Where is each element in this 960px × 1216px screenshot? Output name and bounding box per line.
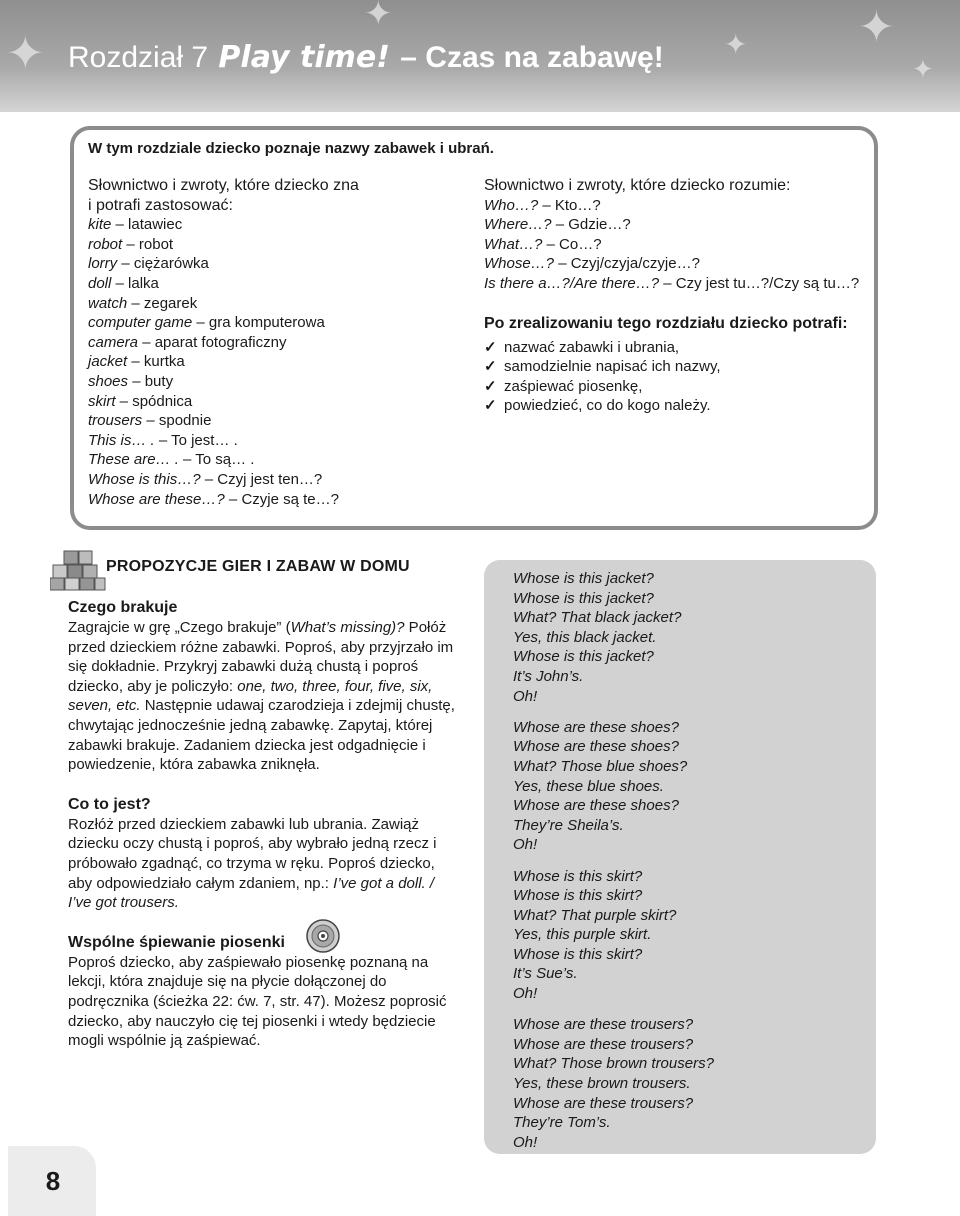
vocab-item — [88, 372, 448, 392]
vocab-item — [88, 215, 448, 235]
vocab-item — [88, 235, 448, 255]
passive-vocab-heading: Słownictwo i zwroty, które dziecko rozumie: — [484, 177, 791, 194]
vocab-english: kite — [88, 216, 112, 234]
dialogue-line: Whose is this jacket? — [513, 589, 654, 607]
vocab-english: camera — [88, 333, 139, 351]
outcome-item — [484, 377, 864, 397]
dialogue-verse — [513, 718, 714, 855]
vocab-separator: – — [117, 255, 134, 273]
vocab-polish: To są… . — [195, 451, 255, 469]
vocab-polish: Czyj/czyja/czyje…? — [570, 255, 700, 273]
vocab-item — [88, 333, 448, 353]
passive-vocabulary — [484, 176, 864, 294]
game-title: Czego brakuje — [68, 599, 178, 616]
vocab-english: Is there a…?/Are there…? — [484, 274, 660, 292]
game-title: Co to jest? — [68, 795, 151, 813]
vocab-polish: Czy jest tu…?/Czy są tu…? — [675, 274, 860, 292]
vocab-item — [88, 431, 448, 451]
vocab-item — [88, 274, 448, 294]
vocab-item — [88, 411, 448, 431]
vocab-english: robot — [88, 235, 123, 253]
passive-vocab-list — [484, 196, 864, 294]
dialogue-line: It’s Sue’s. — [513, 965, 578, 983]
title-polish: – Czas na zabawę! — [400, 41, 664, 74]
vocab-item — [88, 490, 448, 510]
toy-blocks-icon — [50, 549, 106, 591]
vocab-separator: – — [128, 372, 145, 390]
learning-outcomes — [484, 314, 864, 416]
vocab-separator: – — [138, 333, 155, 351]
dialogue-line: Whose is this skirt? — [513, 867, 643, 885]
games-list — [68, 598, 460, 1051]
vocab-separator: – — [111, 216, 129, 234]
vocab-polish: aparat fotograficzny — [154, 333, 287, 351]
vocab-polish: spódnica — [132, 392, 193, 410]
vocab-separator: – — [178, 451, 196, 469]
outcomes-list — [484, 338, 864, 416]
vocab-item — [88, 254, 448, 274]
vocab-english: lorry — [88, 255, 118, 273]
vocab-separator: – — [127, 353, 144, 371]
vocab-item — [484, 274, 864, 294]
dialogue-line: Whose are these trousers? — [513, 1035, 694, 1053]
dialogue-line: Yes, these brown trousers. — [513, 1075, 691, 1093]
vocab-polish: kurtka — [143, 353, 185, 371]
vocab-item — [88, 450, 448, 470]
vocab-english: Whose is this…? — [88, 470, 201, 488]
vocab-english: watch — [88, 294, 128, 312]
vocab-item — [484, 254, 864, 274]
intro-text: W tym rozdziale dziecko poznaje nazwy zabawek i ubrań. — [88, 140, 494, 157]
dialogue-line: They’re Tom’s. — [513, 1114, 611, 1132]
vocab-polish: Co…? — [559, 235, 602, 253]
outcome-text: zaśpiewać piosenkę, — [504, 377, 643, 395]
vocab-english: shoes — [88, 372, 129, 390]
dialogue-line: Oh! — [513, 1133, 538, 1151]
vocab-separator: – — [111, 274, 129, 292]
vocab-separator: – — [192, 314, 209, 332]
vocab-english: computer game — [88, 314, 193, 332]
vocab-polish: lalka — [128, 274, 159, 292]
active-vocab-heading: Słownictwo i zwroty, które dziecko zna i potrafi zastosować: — [88, 177, 359, 214]
vocab-item — [484, 196, 864, 216]
dialogue-line: Whose is this jacket? — [513, 570, 654, 587]
star-decoration-icon: ✦ — [364, 0, 393, 33]
game-description: Rozłóż przed dzieckiem zabawki lub ubrania. Zawiąż dziecku oczy chustą i poproś, aby wybrało jedną rzecz i próbowało zgadnąć, co trzyma w ręku. Poproś dziecko, aby odpowiedziało całym zdaniem, np.: I’ve got a doll. / I’ve got trousers. — [68, 815, 437, 912]
dialogue-verse — [513, 867, 714, 1004]
outcome-text: powiedzieć, co do kogo należy. — [504, 397, 711, 415]
dialogue-verse — [513, 1015, 714, 1152]
vocab-separator: – — [554, 255, 571, 273]
vocab-polish: Gdzie…? — [568, 216, 631, 234]
active-vocab-list — [88, 215, 448, 509]
checkmark-icon: ✓ — [484, 397, 497, 415]
dialogue-line: Whose is this jacket? — [513, 648, 654, 666]
outcome-text: samodzielnie napisać ich nazwy, — [504, 358, 721, 376]
vocab-english: Where…? — [484, 216, 552, 234]
dialogue-line: Yes, these blue shoes. — [513, 777, 664, 795]
vocab-english: doll — [88, 274, 112, 292]
dialogue-line: What? That black jacket? — [513, 609, 682, 627]
vocab-item — [484, 235, 864, 255]
vocab-polish: gra komputerowa — [208, 314, 325, 332]
star-decoration-icon: ✦ — [912, 54, 934, 84]
vocab-english: These are… . — [88, 451, 179, 469]
vocab-separator: – — [200, 470, 218, 488]
vocab-separator: – — [142, 412, 159, 430]
dialogue-line: What? That purple skirt? — [513, 906, 677, 924]
outcomes-heading: Po zrealizowaniu tego rozdziału dziecko potrafi: — [484, 315, 848, 332]
dialogue-line: Oh! — [513, 985, 538, 1003]
checkmark-icon: ✓ — [484, 358, 497, 376]
vocab-polish: Czyje są te…? — [241, 490, 339, 508]
vocab-separator: – — [115, 392, 133, 410]
vocab-separator: – — [542, 235, 560, 253]
cd-icon — [306, 919, 340, 953]
outcome-text: nazwać zabawki i ubrania, — [504, 338, 680, 356]
vocab-polish: Czyj jest ten…? — [217, 470, 323, 488]
game-description: Zagrajcie w grę „Czego brakuje” (What’s missing)? Połóż przed dzieckiem różne zabawki. Poproś, aby przyjrzało im się dokładnie. Przykryj zabawki dużą chustą i poproś dziecko, aby je policzyło: one, two, three, four, five, six, seven, etc. Następnie udawaj czarodzieja i zdejmij chustę, chwytając jednocześnie jedną zabawkę. Zapytaj, której zabawki brakuje. Zadaniem dziecka jest odgadnięcie i powiedzenie, która zabawka zniknęła. — [68, 619, 455, 774]
dialogue-line: Whose are these shoes? — [513, 718, 679, 736]
vocab-separator: – — [122, 235, 139, 253]
vocab-english: Whose…? — [484, 255, 555, 273]
vocab-separator: – — [224, 490, 242, 508]
checkmark-icon: ✓ — [484, 377, 497, 395]
dialogue-line: Yes, this black jacket. — [513, 628, 657, 646]
play-time-logo: Play time! — [218, 40, 390, 75]
vocab-polish: zegarek — [143, 294, 198, 312]
vocab-english: What…? — [484, 235, 543, 253]
vocab-polish: ciężarówka — [133, 255, 209, 273]
vocab-english: skirt — [88, 392, 116, 410]
outcome-item — [484, 396, 864, 416]
vocab-separator: – — [659, 274, 676, 292]
game-description: Poproś dziecko, aby zaśpiewało piosenkę poznaną na lekcji, która znajduje się na płycie dołączonej do podręcznika (ścieżka 22: ćw. 7, str. 47). Możesz poprosić dziecko, aby nauczyło cię tej piosenki i wtedy będziecie mogli wspólnie ją zaśpiewać. — [68, 953, 447, 1050]
dialogue-line: Oh! — [513, 836, 538, 854]
dialogue-line: Whose are these trousers? — [513, 1094, 694, 1112]
vocab-english: trousers — [88, 412, 143, 430]
active-vocabulary — [88, 176, 448, 509]
vocab-english: Whose are these…? — [88, 490, 225, 508]
dialogue-line: Whose is this skirt? — [513, 945, 643, 963]
vocab-polish: spodnie — [158, 412, 212, 430]
vocab-item — [88, 392, 448, 412]
outcome-item — [484, 357, 864, 377]
vocab-item — [484, 215, 864, 235]
dialogue-line: Whose are these shoes? — [513, 797, 679, 815]
dialogue-line: Whose is this skirt? — [513, 887, 643, 905]
vocab-separator: – — [154, 431, 172, 449]
vocab-item — [88, 352, 448, 372]
vocab-item — [88, 470, 448, 490]
star-decoration-icon: ✦ — [6, 27, 45, 79]
star-decoration-icon: ✦ — [724, 29, 748, 60]
vocab-polish: buty — [144, 372, 174, 390]
vocab-english: This is… . — [88, 431, 155, 449]
games-section-heading: PROPOZYCJE GIER I ZABAW W DOMU — [106, 558, 410, 575]
checkmark-icon: ✓ — [484, 338, 497, 356]
dialogue-line: Yes, this purple skirt. — [513, 926, 652, 944]
vocab-english: Who…? — [484, 196, 539, 214]
vocab-separator: – — [551, 216, 569, 234]
dialogue-line: What? Those brown trousers? — [513, 1055, 714, 1073]
dialogue-verse — [513, 569, 714, 706]
vocab-item — [88, 294, 448, 314]
chapter-label: Rozdział 7 — [68, 41, 209, 74]
star-decoration-icon: ✦ — [858, 3, 895, 52]
vocab-polish: latawiec — [128, 216, 183, 234]
vocab-item — [88, 313, 448, 333]
dialogue-line: Oh! — [513, 687, 538, 705]
outcome-item — [484, 338, 864, 358]
game-title: Wspólne śpiewanie piosenki — [68, 933, 285, 951]
dialogue-line: What? Those blue shoes? — [513, 757, 688, 775]
page-title — [68, 40, 664, 75]
vocab-polish: robot — [138, 235, 174, 253]
dialogue-line: Whose are these trousers? — [513, 1016, 694, 1034]
dialogue-line: It’s John’s. — [513, 667, 584, 685]
vocab-separator: – — [127, 294, 144, 312]
page-number: 8 — [45, 1165, 61, 1196]
song-dialogue — [513, 569, 714, 1164]
vocab-english: jacket — [88, 353, 128, 371]
dialogue-line: Whose are these shoes? — [513, 738, 679, 756]
vocab-polish: To jest… . — [171, 431, 238, 449]
dialogue-line: They’re Sheila’s. — [513, 816, 624, 834]
vocab-separator: – — [538, 196, 555, 214]
vocab-polish: Kto…? — [554, 196, 601, 214]
